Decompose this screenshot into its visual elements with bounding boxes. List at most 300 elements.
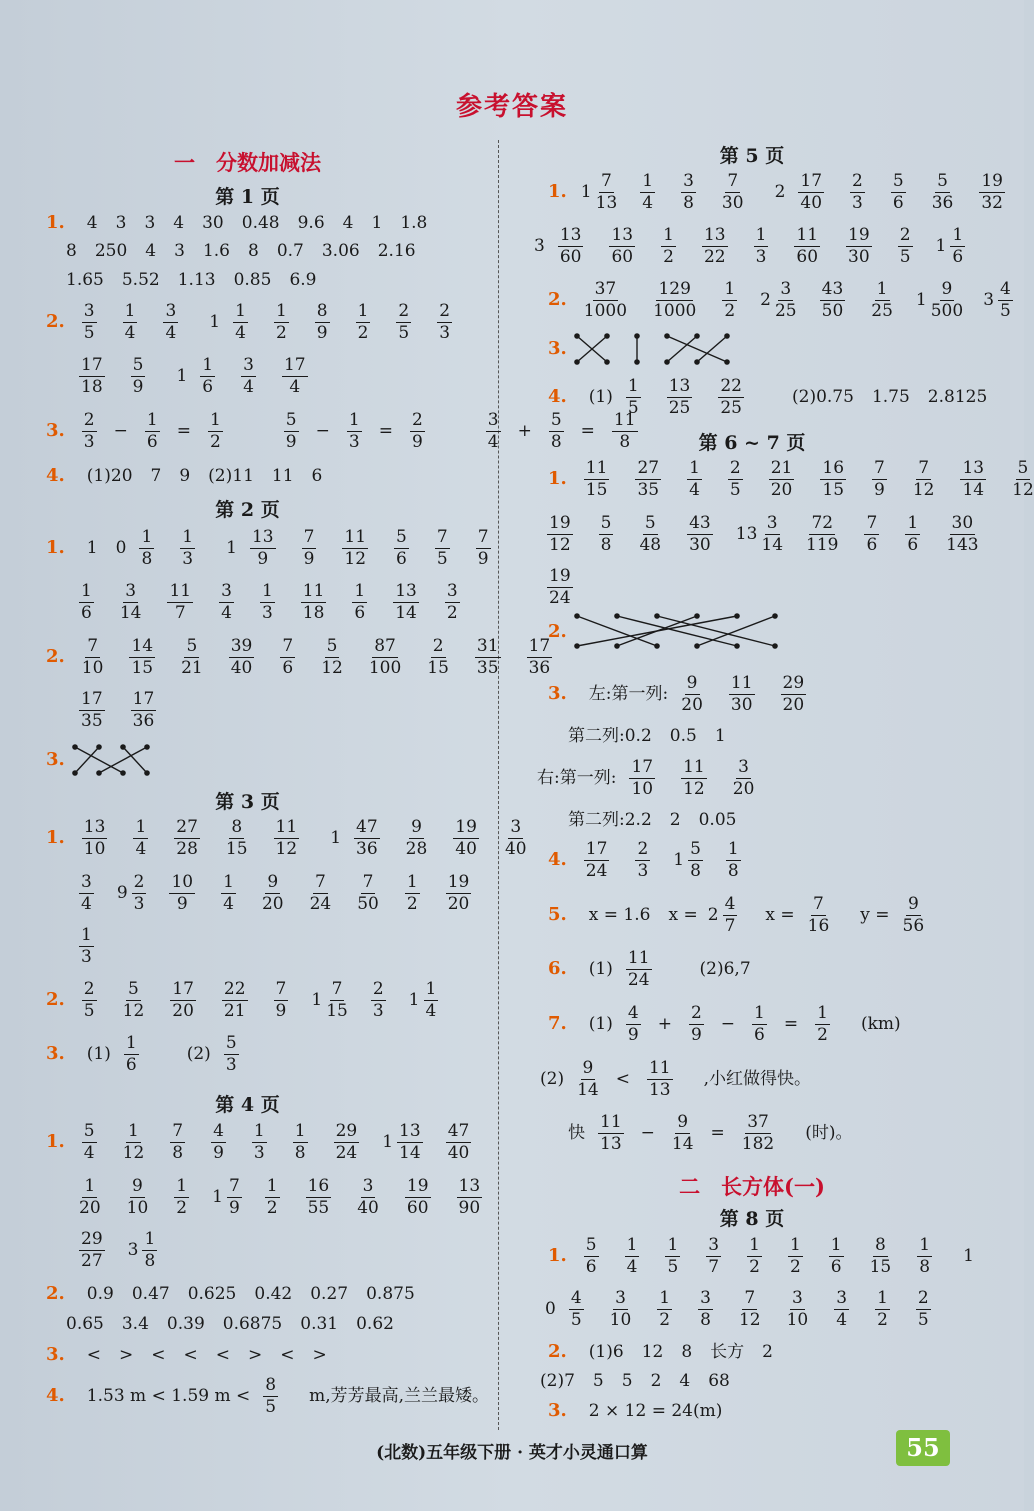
matching-line <box>99 747 147 773</box>
answer-value: (1)20 <box>86 465 133 486</box>
page-heading: 第 4 页 <box>215 1094 280 1116</box>
answer-value: 0.62 <box>356 1313 394 1334</box>
matching-dot <box>96 770 102 776</box>
answer-value: (1) <box>588 958 613 979</box>
answer-line <box>502 798 1002 842</box>
fraction: $\frac{2}{9}$ <box>690 1002 702 1045</box>
fraction: 1 6 <box>202 354 214 397</box>
answer-value: 快 <box>568 1122 585 1143</box>
fraction: 1 6 <box>354 580 366 623</box>
fraction: 17 4 <box>283 354 306 397</box>
fraction: 7 10 <box>81 635 104 678</box>
answer-value: 0.39 <box>166 1313 205 1334</box>
fraction: 43 30 <box>689 512 711 555</box>
matching-dot <box>654 643 660 649</box>
fraction: 1 8 <box>294 1120 306 1163</box>
fraction: 72 119 <box>806 512 839 555</box>
fraction: 1 4 <box>235 300 246 343</box>
fraction: 7 8 <box>172 1120 184 1163</box>
answer-line <box>502 893 1002 937</box>
fraction: 1 4 <box>689 457 700 500</box>
fraction: 7 9 <box>477 526 489 569</box>
fraction: 2 5 <box>917 1287 929 1330</box>
answer-value: 30 <box>202 212 224 233</box>
answer-value: 0.65 <box>66 1313 104 1334</box>
answer-value: 0.5 <box>669 725 697 746</box>
answer-value: 0.48 <box>241 212 280 233</box>
answer-value: < <box>215 1344 231 1365</box>
answer-value: 4 <box>679 1370 691 1391</box>
answer-value: 0.47 <box>131 1283 170 1304</box>
answer-value: 3 <box>174 240 185 261</box>
answer-value: 6 <box>311 465 323 486</box>
answer-value: 2 <box>669 809 681 830</box>
answer-value: + <box>657 1013 672 1034</box>
fraction: 1 2 <box>266 1175 278 1218</box>
fraction: 1 6 <box>952 224 964 267</box>
answer-value: − <box>113 420 128 441</box>
fraction: 13 10 <box>83 816 106 859</box>
matching-dot <box>694 333 700 339</box>
fraction: 10 9 <box>171 871 194 914</box>
matching-dot <box>96 744 102 750</box>
answer-value: 9 <box>179 465 191 486</box>
answer-value: 2 <box>774 181 786 202</box>
matching-dot <box>634 333 640 339</box>
matching-dot <box>772 613 778 619</box>
fraction: 47 40 <box>447 1120 470 1163</box>
answer-value: 1 <box>176 365 188 386</box>
fraction: $\frac{2}{9}$ <box>411 409 423 452</box>
answer-value: x = 1.6 <box>588 904 651 925</box>
answer-value: (2)7 <box>540 1370 575 1391</box>
fraction: $\frac{9}{14}$ <box>671 1111 694 1154</box>
mixed-number: 1 9 500 <box>915 278 964 321</box>
fraction: 3 20 <box>732 756 755 799</box>
question-number: 1. <box>46 212 65 233</box>
answer-value: < <box>86 1344 102 1365</box>
answer-value: = <box>580 420 595 441</box>
answer-value: 5 <box>592 1370 604 1391</box>
mixed-number: 1 7 13 <box>580 170 618 213</box>
fraction: 9 14 <box>577 1057 599 1100</box>
answer-value: x = <box>668 904 698 925</box>
fraction: 19 60 <box>406 1175 429 1218</box>
answer-line <box>502 1057 1002 1101</box>
answer-line <box>0 1120 495 1164</box>
fraction: 13 14 <box>962 457 985 500</box>
fraction: 5 48 <box>639 512 662 555</box>
matching-line <box>667 336 727 362</box>
fraction: 17 24 <box>585 838 608 881</box>
fraction: 11 12 <box>683 756 705 799</box>
answer-line <box>0 635 551 679</box>
answer-value: < <box>280 1344 295 1365</box>
column-divider <box>498 140 499 1430</box>
fraction: 1 6 <box>830 1234 842 1277</box>
fraction: 2 3 <box>83 409 95 452</box>
fraction: 1 3 <box>755 224 767 267</box>
answer-line <box>0 924 495 968</box>
fraction: 7 12 <box>912 457 935 500</box>
fraction: 13 90 <box>458 1175 481 1218</box>
answer-value: x = <box>765 904 795 925</box>
answer-value: ,小红做得快。 <box>703 1068 812 1089</box>
question-number: 3. <box>46 420 65 441</box>
mixed-number: 9 2 3 <box>116 871 145 914</box>
fraction: 4 5 <box>1000 278 1011 321</box>
answer-value: − <box>640 1122 655 1143</box>
page-heading: 第 1 页 <box>215 186 280 208</box>
fraction: 1 2 <box>357 300 369 343</box>
fraction: 1 4 <box>626 1234 638 1277</box>
answer-value: 1.8 <box>400 212 428 233</box>
answer-value: < <box>183 1344 198 1365</box>
fraction: 3 10 <box>609 1287 632 1330</box>
answer-value: (1) <box>588 386 613 407</box>
matching-dot <box>120 744 126 750</box>
fraction: 8 15 <box>225 816 248 859</box>
matching-dot <box>120 770 126 776</box>
matching-dot <box>634 359 640 365</box>
answer-line <box>502 756 1002 800</box>
fraction: 8 5 <box>265 1374 277 1417</box>
question-number: 1. <box>46 537 65 558</box>
answer-value: < <box>615 1068 630 1089</box>
fraction: 3 4 <box>81 871 92 914</box>
fraction: 1 12 <box>122 1120 145 1163</box>
answer-line <box>502 565 1002 609</box>
answer-value: 4 <box>173 212 185 233</box>
answer-value: > <box>248 1344 263 1365</box>
answer-value: y = <box>860 904 890 925</box>
fraction: 1 6 <box>907 512 919 555</box>
answer-line <box>0 258 495 302</box>
fraction: 8 15 <box>869 1234 892 1277</box>
fraction: 2 3 <box>133 871 145 914</box>
mixed-number: 3 4 5 <box>983 278 1011 321</box>
fraction: 2 15 <box>427 635 449 678</box>
fraction: 1 2 <box>275 300 287 343</box>
answer-value: 第二列:0.2 <box>568 725 652 746</box>
fraction: 13 60 <box>559 224 582 267</box>
answer-value: 3 <box>534 235 545 256</box>
mixed-number: 1 1 6 <box>935 224 964 267</box>
answer-line <box>0 1032 495 1076</box>
question-number: 1. <box>46 827 65 848</box>
fraction: 29 24 <box>335 1120 358 1163</box>
fraction: 3 5 <box>83 300 95 343</box>
answer-value: 右:第一列: <box>520 767 617 788</box>
fraction: 7 30 <box>721 170 744 213</box>
matching-dot <box>604 359 610 365</box>
fraction: 2 3 <box>852 170 863 213</box>
page-number-badge: 55 <box>896 1430 950 1466</box>
answer-line <box>0 1333 495 1377</box>
question-number: 2. <box>46 311 65 332</box>
answer-line <box>0 738 495 782</box>
fraction: 1 3 <box>182 526 194 569</box>
page-heading: 第 6 ~ 7 页 <box>698 432 806 454</box>
fraction: 3 2 <box>446 580 458 623</box>
answer-value: 2 <box>762 1341 773 1362</box>
question-number: 6. <box>548 958 567 979</box>
fraction: $\frac{37}{182}$ <box>741 1111 775 1154</box>
fraction: 2 5 <box>398 300 410 343</box>
answer-line <box>0 816 527 860</box>
answer-value: 8 <box>681 1341 693 1362</box>
fraction: 5 12 <box>1012 457 1034 500</box>
answer-line <box>502 457 1034 501</box>
matching-dot <box>574 333 580 339</box>
fraction: 11 13 <box>648 1057 671 1100</box>
answer-value: 2.16 <box>377 240 416 261</box>
matching-dot <box>574 643 580 649</box>
answer-value: 0.27 <box>310 1283 349 1304</box>
answer-value: 9.6 <box>297 212 325 233</box>
fraction: 16 55 <box>307 1175 330 1218</box>
fraction: 1 4 <box>642 170 654 213</box>
mixed-number: 1 7 9 <box>212 1175 240 1218</box>
fraction: 9 28 <box>405 816 428 859</box>
answer-value: 3.4 <box>121 1313 149 1334</box>
fraction: 11 15 <box>585 457 608 500</box>
answer-value: 1.53 m < 1.59 m < <box>86 1385 251 1406</box>
fraction: 27 28 <box>176 816 198 859</box>
answer-value: = <box>710 1122 725 1143</box>
page-heading: 第 5 页 <box>719 145 785 167</box>
fraction: 5 21 <box>181 635 203 678</box>
fraction: 5 12 <box>122 978 145 1021</box>
matching-dot <box>574 359 580 365</box>
question-number: 2. <box>46 989 65 1010</box>
answer-value: (2)0.75 <box>775 386 854 407</box>
fraction: $\frac{1}{3}$ <box>348 409 360 452</box>
answer-line <box>0 1228 495 1272</box>
footer-text: (北数)五年级下册 · 英才小灵通口算 <box>376 1443 648 1463</box>
answer-value: (2) <box>169 1043 211 1064</box>
question-number: 1. <box>548 1245 567 1266</box>
fraction: 7 9 <box>228 1175 240 1218</box>
fraction: 3 25 <box>774 278 797 321</box>
fraction: 1 3 <box>81 924 92 967</box>
question-number: 2. <box>548 289 567 310</box>
answer-value: 5.52 <box>121 269 160 290</box>
fraction: 8 9 <box>316 300 328 343</box>
matching-dot <box>694 359 700 365</box>
answer-line <box>0 871 495 915</box>
fraction: 11 30 <box>730 672 753 715</box>
question-number: 2. <box>46 1283 65 1304</box>
fraction: 1 8 <box>144 1228 156 1271</box>
answer-line <box>0 526 495 570</box>
fraction: 7 9 <box>874 457 885 500</box>
fraction: 1 2 <box>789 1234 801 1277</box>
fraction: 3 40 <box>504 816 527 859</box>
answer-value: 1 <box>330 827 342 848</box>
mixed-number: 2 3 25 <box>760 278 797 321</box>
matching-dot <box>724 333 730 339</box>
answer-value: 4 <box>86 212 98 233</box>
question-number: 4. <box>548 849 567 870</box>
fraction: 3 14 <box>119 580 142 623</box>
answer-value: 3 <box>115 212 127 233</box>
answer-value: > <box>119 1344 134 1365</box>
answer-line <box>0 454 495 498</box>
fraction: 1 2 <box>877 1287 888 1330</box>
answer-value: 0.05 <box>698 809 737 830</box>
answer-line <box>502 512 1002 556</box>
fraction: 7 6 <box>282 635 294 678</box>
answer-value: 1.65 <box>66 269 104 290</box>
answer-line <box>502 1389 1002 1433</box>
answer-line <box>502 714 1002 758</box>
question-number: 4. <box>548 386 567 407</box>
answer-line <box>502 610 1002 654</box>
answer-value: 4 <box>145 240 157 261</box>
answer-line <box>502 170 1002 214</box>
matching-dot <box>724 359 730 365</box>
fraction: 22 25 <box>720 375 742 418</box>
fraction: 3 4 <box>221 580 232 623</box>
answer-value: 第二列:2.2 <box>568 809 652 830</box>
fraction: 17 18 <box>81 354 103 397</box>
fraction: 19 32 <box>981 170 1003 213</box>
fraction: 9 10 <box>126 1175 149 1218</box>
fraction: 11 60 <box>796 224 819 267</box>
fraction: 21 20 <box>770 457 793 500</box>
answer-value: 1.13 <box>177 269 216 290</box>
fraction: 13 60 <box>611 224 634 267</box>
fraction: 11 18 <box>302 580 325 623</box>
fraction: 4 9 <box>213 1120 224 1163</box>
matching-dot <box>604 333 610 339</box>
answer-value: 2.8125 <box>927 386 988 407</box>
matching-dot <box>664 333 670 339</box>
fraction: 2 3 <box>372 978 384 1021</box>
matching-line <box>123 747 147 773</box>
answer-value: > <box>312 1344 327 1365</box>
answer-line <box>0 300 495 344</box>
matching-line <box>75 747 123 773</box>
matching-dot <box>72 770 78 776</box>
fraction: 11 12 <box>275 816 298 859</box>
fraction: 1 4 <box>425 978 437 1021</box>
answer-line <box>502 1002 1002 1046</box>
question-number: 2. <box>548 1341 567 1362</box>
answer-value: 左:第一列: <box>588 683 669 704</box>
matching-dot <box>614 613 620 619</box>
fraction: 7 9 <box>303 526 315 569</box>
fraction: 1 6 <box>125 1032 137 1075</box>
answer-value: 250 <box>94 240 128 261</box>
matching-dot <box>72 744 78 750</box>
fraction: 4 7 <box>724 893 736 936</box>
fraction: 19 40 <box>455 816 477 859</box>
fraction: 19 12 <box>549 512 571 555</box>
fraction: 19 24 <box>549 565 571 608</box>
answer-value: − <box>720 1013 736 1034</box>
matching-lines-diagram <box>571 332 741 366</box>
fraction: 19 30 <box>848 224 870 267</box>
fraction: 7 50 <box>357 871 379 914</box>
answer-value: 1 <box>963 1245 974 1266</box>
answer-value: 0.625 <box>187 1283 237 1304</box>
fraction: 9 20 <box>681 672 703 715</box>
fraction: 1 2 <box>659 1287 671 1330</box>
answer-value: 0.31 <box>300 1313 339 1334</box>
fraction: 1 2 <box>749 1234 760 1277</box>
answer-value: 2 <box>650 1370 662 1391</box>
fraction: 2 5 <box>729 457 741 500</box>
matching-dot <box>654 613 660 619</box>
answer-value: 1 <box>209 311 221 332</box>
matching-dot <box>734 613 740 619</box>
fraction: 5 8 <box>600 512 612 555</box>
question-number: 3. <box>46 1344 65 1365</box>
answer-value <box>254 423 271 440</box>
fraction: $\frac{1}{6}$ <box>754 1002 765 1045</box>
answer-value: = <box>176 420 191 441</box>
fraction: 2 3 <box>439 300 451 343</box>
answer-value: 1 <box>226 537 237 558</box>
mixed-number: 1 1 4 <box>408 978 437 1021</box>
answer-line <box>0 1175 495 1219</box>
answer-value: 1.6 <box>202 240 230 261</box>
answer-value: (km) <box>860 1013 901 1034</box>
fraction: 17 36 <box>132 688 155 731</box>
mixed-number: 13 3 14 <box>735 512 784 555</box>
fraction: $\frac{11}{8}$ <box>613 409 636 452</box>
fraction: 1 25 <box>871 278 893 321</box>
answer-line <box>502 947 1002 991</box>
answer-line <box>0 409 636 453</box>
fraction: 5 36 <box>931 170 954 213</box>
fraction: 1 8 <box>919 1234 931 1277</box>
fraction: 29 20 <box>782 672 805 715</box>
fraction: 7 24 <box>309 871 332 914</box>
answer-value: 0.875 <box>366 1283 415 1304</box>
matching-dot <box>614 643 620 649</box>
fraction: 17 36 <box>528 635 551 678</box>
question-number: 1. <box>548 468 567 489</box>
fraction: 1 8 <box>727 838 739 881</box>
question-number: 2. <box>46 646 65 667</box>
answer-value <box>456 423 473 440</box>
fraction: 43 50 <box>821 278 844 321</box>
fraction: 11 12 <box>344 526 367 569</box>
fraction: 1 4 <box>124 300 136 343</box>
question-number: 5. <box>548 904 567 925</box>
fraction: 3 10 <box>786 1287 809 1330</box>
fraction: 2 5 <box>83 978 95 1021</box>
fraction: 22 21 <box>223 978 246 1021</box>
question-number: 3. <box>548 338 567 359</box>
answer-value: (1) <box>588 1013 613 1034</box>
fraction: 7 13 <box>595 170 618 213</box>
fraction: 4 9 <box>627 1002 639 1045</box>
fraction: 17 35 <box>81 688 103 731</box>
fraction: 11 13 <box>600 1111 622 1154</box>
question-number: 7. <box>548 1013 567 1034</box>
answer-line <box>0 978 495 1022</box>
page-heading: 第 2 页 <box>215 499 280 521</box>
fraction: 17 20 <box>172 978 194 1021</box>
answer-value: 7 <box>150 465 162 486</box>
fraction: 13 14 <box>395 580 417 623</box>
fraction: 1 4 <box>223 871 234 914</box>
answer-value: 11 <box>271 465 294 486</box>
